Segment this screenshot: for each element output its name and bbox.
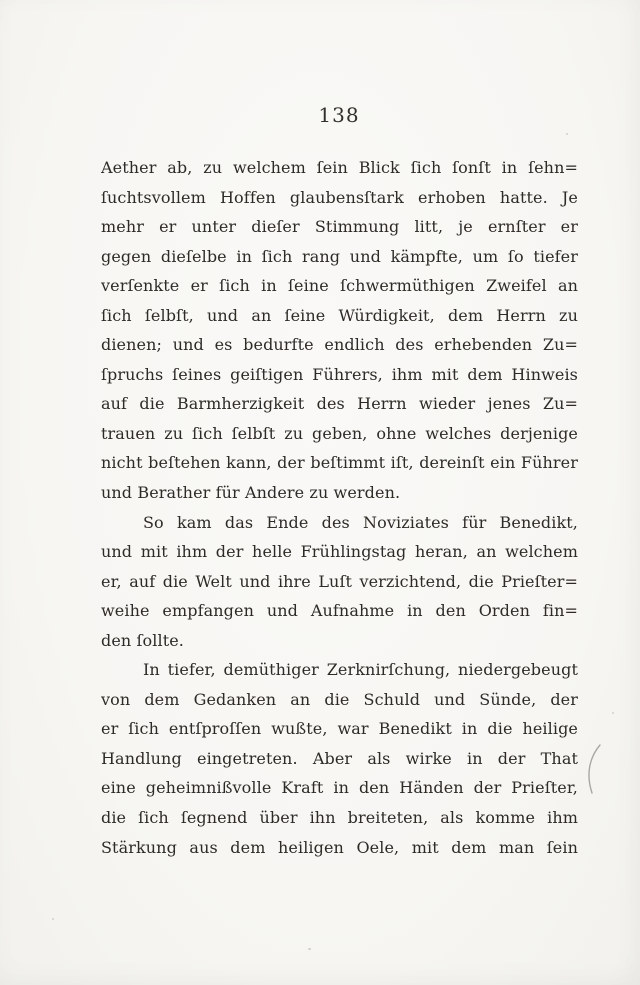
paper-speck bbox=[308, 948, 311, 950]
text-line: die ſich ſegnend über ihn breiteten, als komme ihm bbox=[101, 808, 578, 828]
text-line: von dem Gedanken an die Schuld und Sünde, der bbox=[101, 689, 578, 709]
text-line: dienen; und es bedurfte endlich des erhebenden Zu= bbox=[101, 335, 578, 355]
scan-artifact-mark bbox=[582, 741, 608, 797]
text-line: und Berather für Andere zu werden. bbox=[101, 483, 401, 503]
text-line: verſenkte er ſich in ſeine ſchwermüthigen Zweifel an bbox=[101, 276, 578, 296]
text-line: Aether ab, zu welchem ſein Blick ſich ſonſt in ſehn= bbox=[101, 158, 578, 177]
text-line: er, auf die Welt und ihre Luſt verzichtend, die Prieſter= bbox=[101, 571, 578, 591]
text-line: auf die Barmherzigkeit des Herrn wieder jenes Zu= bbox=[101, 394, 578, 414]
page-text bbox=[101, 153, 578, 862]
text-line: und mit ihm der helle Frühlingstag heran, an welchem bbox=[101, 542, 578, 562]
text-line: nicht beſtehen kann, der beſtimmt iſt, dereinſt ein Führer bbox=[101, 453, 578, 473]
paper-speck bbox=[612, 712, 614, 714]
text-line: trauen zu ſich ſelbſt zu geben, ohne welches derjenige bbox=[101, 423, 578, 443]
text-line: mehr er unter dieſer Stimmung litt, je ernſter er bbox=[101, 217, 578, 237]
text-line: gegen dieſelbe in ſich rang und kämpfte, um ſo tiefer bbox=[101, 246, 578, 266]
text-line: eine geheimnißvolle Kraft in den Händen der Prieſter, bbox=[101, 778, 578, 798]
text-line: ſich ſelbſt, und an ſeine Würdigkeit, dem Herrn zu bbox=[101, 305, 578, 325]
text-line: er ſich entſproſſen wußte, war Benedikt in die heilige bbox=[101, 719, 578, 739]
text-line: Stärkung aus dem heiligen Oele, mit dem man ſein bbox=[101, 837, 578, 857]
text-line: So kam das Ende des Noviziates für Benedikt, bbox=[143, 512, 578, 532]
paper-speck bbox=[52, 918, 54, 920]
paper-speck bbox=[566, 133, 568, 135]
text-line: ſuchtsvollem Hoffen glaubensſtark erhoben hatte. Je bbox=[101, 187, 578, 207]
text-line: In tiefer, demüthiger Zerknirſchung, niedergebeugt bbox=[143, 660, 578, 680]
text-line: ſpruchs ſeines geiſtigen Führers, ihm mit dem Hinweis bbox=[101, 364, 578, 384]
text-line: weihe empfangen und Aufnahme in den Orden fin= bbox=[101, 601, 578, 621]
page-number: 138 bbox=[318, 103, 360, 127]
text-line: Handlung eingetreten. Aber als wirke in der That bbox=[101, 748, 578, 768]
text-line: den ſollte. bbox=[101, 630, 184, 650]
